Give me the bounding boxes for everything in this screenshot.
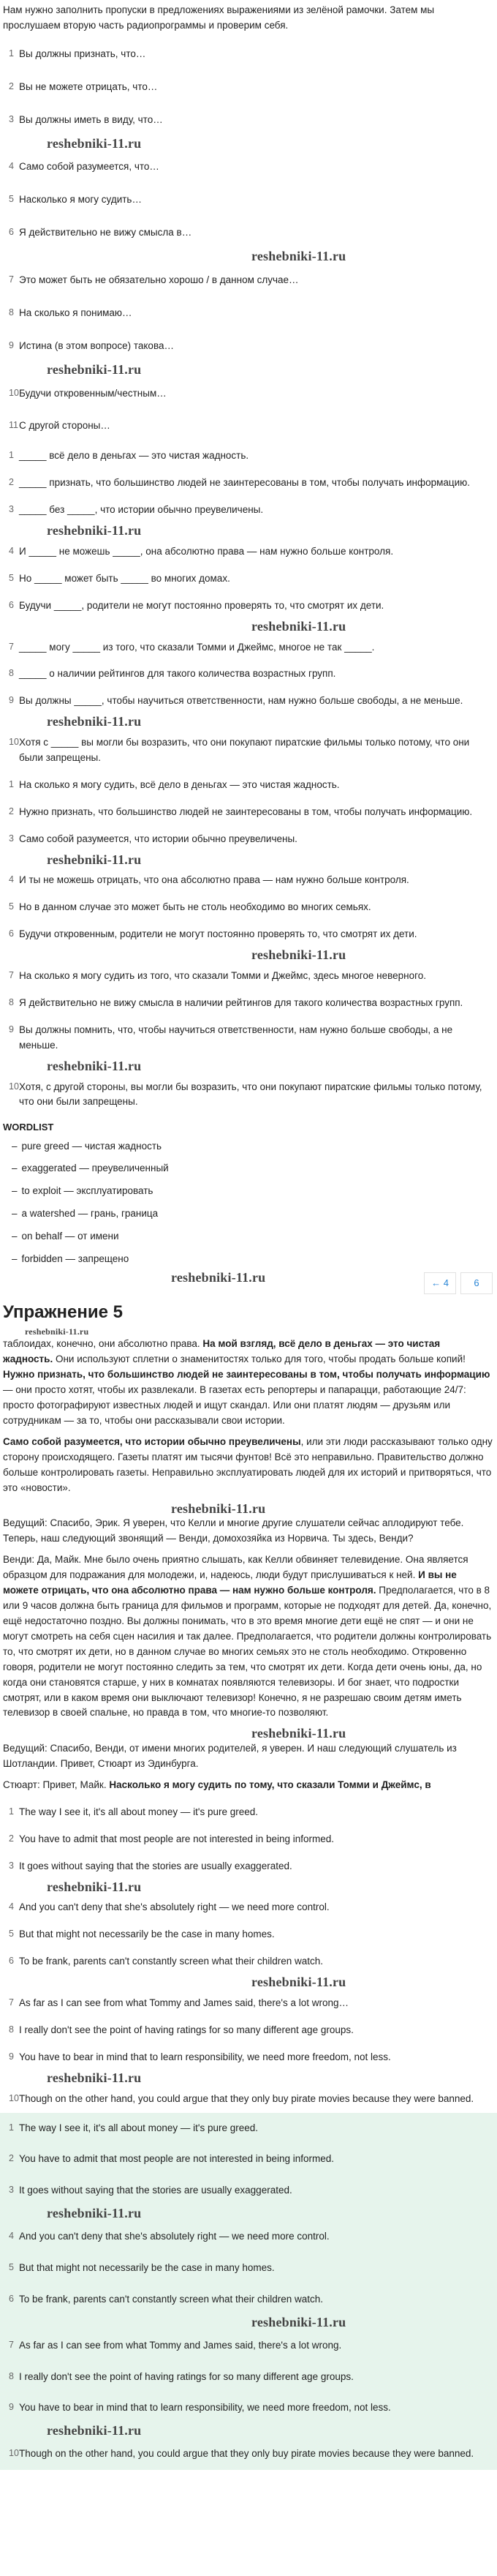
list-item <box>3 1921 493 1948</box>
item-number: 10 <box>9 1081 19 1092</box>
list-item <box>3 990 493 1017</box>
phrases-list <box>3 38 493 443</box>
item-text: И _____ не можешь _____, она абсолютно права — нам нужно больше контроля. <box>19 545 394 557</box>
list-item <box>3 330 493 363</box>
list-item <box>3 264 493 297</box>
item-number: 4 <box>9 545 14 556</box>
item-number: 7 <box>9 2339 14 2350</box>
transcript-paragraph <box>3 1516 493 1547</box>
item-text: As far as I can see from what Tommy and James said, there's a lot wrong… <box>19 1997 349 2009</box>
item-text: But that might not necessarily be the case in many homes. <box>19 1929 275 1940</box>
list-item <box>3 410 493 443</box>
item-number: 1 <box>9 450 14 461</box>
watermark: reshebniki-11.ru <box>47 2206 142 2221</box>
item-text: The way I see it, it's all about money — it's pure greed. <box>19 2122 259 2133</box>
list-item <box>3 688 493 715</box>
answers-list <box>3 772 493 1116</box>
item-text: Хотя, с другой стороны, вы могли бы возразить, что они покупают пиратские фильмы только потому, что они были запрещены. <box>19 1081 482 1108</box>
paragraph-text: Да, Майк. Мне было очень приятно слышать, как Келли обвиняет телевидение. Она является образцом для подражания для молодежи, и, надеюсь, люди будут прислушиваться к ней. <box>3 1554 468 1581</box>
watermark: reshebniki-11.ru <box>47 361 142 377</box>
list-item <box>3 826 493 853</box>
wordlist-item: – to exploit — эксплуатировать <box>12 1180 493 1203</box>
transcript-paragraph <box>3 1337 493 1429</box>
wordlist <box>3 1135 493 1272</box>
speaker-label: Стюарт: <box>3 1779 43 1790</box>
item-text: Насколько я могу судить… <box>19 194 142 206</box>
item-text: Истина (в этом вопросе) такова… <box>19 339 174 351</box>
item-text: С другой стороны… <box>19 420 110 432</box>
item-text: You have to bear in mind that to learn responsibility, we need more freedom, not less. <box>19 2051 391 2062</box>
watermark: reshebniki-11.ru <box>251 249 346 264</box>
item-number: 4 <box>9 874 14 885</box>
list-item <box>3 921 493 948</box>
item-text: Это может быть не обязательно хорошо / в данном случае… <box>19 274 299 285</box>
list-item <box>3 1853 493 1880</box>
item-text: Though on the other hand, you could argue that they only buy pirate movies because they were banned. <box>19 2092 474 2104</box>
item-text: _____ без _____, что истории обычно преувеличены. <box>19 504 264 516</box>
list-item <box>3 1074 493 1116</box>
list-item <box>3 2221 493 2253</box>
list-item <box>3 2284 493 2316</box>
paragraph-text: , или эти люди рассказывают только одну сторону происходящего. Газеты платят им тысячи фунтов! Всё это неправильно. Правительство должно больше контролировать газеты. Неправильно эксплуатировать людей для их историй и притворяться, что это «новости». <box>3 1435 493 1493</box>
transcript-paragraph <box>3 1741 493 1772</box>
item-number: 2 <box>9 80 14 91</box>
watermark: reshebniki-11.ru <box>47 714 142 729</box>
transcript-paragraph <box>3 1435 493 1496</box>
watermark: reshebniki-11.ru <box>47 135 142 151</box>
item-text: As far as I can see from what Tommy and James said, there's a lot wrong. <box>19 2339 342 2351</box>
item-number: 10 <box>9 2448 19 2459</box>
list-item <box>3 2253 493 2284</box>
item-text: Нужно признать, что большинство людей не заинтересованы в том, чтобы получать информацию. <box>19 806 473 817</box>
item-number: 8 <box>9 307 14 318</box>
item-number: 1 <box>9 1806 14 1817</box>
item-number: 6 <box>9 227 14 238</box>
item-number: 3 <box>9 504 14 515</box>
highlighted-phrase: Нужно признать, что большинство людей не заинтересованы в том, чтобы получать информацию <box>3 1369 490 1381</box>
list-item <box>3 470 493 497</box>
item-number: 2 <box>9 1833 14 1844</box>
list-item <box>3 867 493 894</box>
item-number: 9 <box>9 695 14 706</box>
list-item <box>3 104 493 137</box>
item-text: Вы должны помнить, что, чтобы научиться ответственности, нам нужно больше свободы, а не меньше. <box>19 1024 453 1051</box>
watermark: reshebniki-11.ru <box>251 1975 346 1990</box>
list-item <box>3 799 493 826</box>
item-text: _____ всё дело в деньгах — это чистая жадность. <box>19 450 249 462</box>
watermark: reshebniki-11.ru <box>47 523 142 538</box>
item-text: _____ могу _____ из того, что сказали Томми и Джеймс, многое не так _____. <box>19 641 375 653</box>
item-number: 9 <box>9 2402 14 2413</box>
list-item <box>3 894 493 921</box>
next-page-button[interactable]: 6 <box>460 1272 493 1294</box>
watermark: reshebniki-11.ru <box>47 2070 142 2085</box>
transcript-paragraph <box>3 1778 493 1793</box>
item-text: Но _____ может быть _____ во многих домах. <box>19 572 230 584</box>
list-item <box>3 297 493 330</box>
speaker-label: Ведущий: <box>3 1743 50 1754</box>
list-item <box>3 2044 493 2071</box>
list-item <box>3 2392 493 2424</box>
item-number: 5 <box>9 572 14 583</box>
wordlist-item: – pure greed — чистая жадность <box>12 1135 493 1158</box>
list-item <box>3 2017 493 2044</box>
list-item <box>3 634 493 661</box>
item-text: Будучи _____, родители не могут постоянно проверять то, что смотрят их дети. <box>19 599 384 611</box>
item-number: 2 <box>9 806 14 816</box>
item-number: 8 <box>9 996 14 1007</box>
list-item <box>3 772 493 799</box>
list-item <box>3 2362 493 2393</box>
item-text: Вы должны _____, чтобы научиться ответственности, нам нужно больше свободы, а не меньше. <box>19 695 463 707</box>
item-text: But that might not necessarily be the case in many homes. <box>19 2262 275 2273</box>
item-text: И ты не можешь отрицать, что она абсолютно права — нам нужно больше контроля. <box>19 874 409 886</box>
item-number: 2 <box>9 477 14 488</box>
watermark: reshebniki-11.ru <box>251 1726 346 1741</box>
english-list <box>3 1799 493 2113</box>
paragraph-text: Предполагается, что в 8 или 9 часов должна быть граница для фильмов и программ, которые не подходят для детей. Да, конечно, ещё недостаточно поздно. Вы должны понимать, что в это время многие дети ещё не спят — и они не могут смотреть на себя сцен насилия и так далее. Предполагается, что родители должны контролировать то, что смотрят их дети, но в данном случае во многих семьях это не столь необходимо. Откровенно говоря, родители не могут постоянно следить за тем, что смотрят их дети. Когда дети очень юны, да, но когда они становятся старше, у них в комнатах появляются телевизоры. И бог знает, что подростки смотрят, или в каком время они выключают телевизор! Конечно, я не разрешаю своим детям иметь телевизор в своей спальне, но правда в том, что многие-то позволяют. <box>3 1585 492 1719</box>
item-number: 5 <box>9 2262 14 2272</box>
gaps-list <box>3 443 493 772</box>
list-item <box>3 38 493 71</box>
item-text: I really don't see the point of having ratings for so many different age groups. <box>19 2024 354 2035</box>
list-item <box>3 2086 493 2113</box>
list-item <box>3 2144 493 2175</box>
item-number: 6 <box>9 1956 14 1967</box>
item-text: You have to admit that most people are not interested in being informed. <box>19 2153 335 2165</box>
list-item <box>3 566 493 593</box>
list-item <box>3 1017 493 1059</box>
item-text: The way I see it, it's all about money — it's pure greed. <box>19 1806 259 1817</box>
item-text: It goes without saying that the stories are usually exaggerated. <box>19 2185 292 2196</box>
item-text: На сколько я могу судить, всё дело в деньгах — это чистая жадность. <box>19 778 340 790</box>
item-number: 8 <box>9 668 14 679</box>
item-number: 3 <box>9 2185 14 2196</box>
item-text: _____ признать, что большинство людей не заинтересованы в том, чтобы получать информацию. <box>19 477 471 489</box>
item-number: 3 <box>9 1860 14 1871</box>
item-number: 1 <box>9 778 14 789</box>
list-item <box>3 217 493 249</box>
item-text: You have to admit that most people are not interested in being informed. <box>19 1833 335 1844</box>
item-text: На сколько я могу судить из того, что сказали Томми и Джеймс, здесь многое неверного. <box>19 970 427 982</box>
item-number: 8 <box>9 2370 14 2381</box>
item-text: _____ о наличии рейтингов для такого количества возрастных групп. <box>19 668 336 680</box>
item-number: 10 <box>9 2092 19 2103</box>
item-text: Though on the other hand, you could argue that they only buy pirate movies because they were banned. <box>19 2448 474 2460</box>
item-text: It goes without saying that the stories are usually exaggerated. <box>19 1860 292 1871</box>
list-item <box>3 151 493 184</box>
watermark: reshebniki-11.ru <box>25 1326 89 1337</box>
highlighted-phrase: На мой взгляд, всё дело в деньгах — это чистая жадность. <box>3 1338 441 1365</box>
watermark: reshebniki-11.ru <box>251 618 346 634</box>
item-number: 7 <box>9 641 14 652</box>
item-number: 6 <box>9 928 14 939</box>
item-number: 5 <box>9 901 14 912</box>
paragraph-text: — они просто хотят, чтобы их развлекали. В газетах есть репортеры и папарацци, работающие 24/7: просто фотографируют известных людей и ищут скандал. Или они платят людям — друзьям или сотрудникам — за то, чтобы они рассказывали свои истории. <box>3 1384 466 1426</box>
watermark: reshebniki-11.ru <box>251 2314 346 2329</box>
paragraph-text: Они используют сплетни о знаменитостях только для того, чтобы продать больше копий! <box>53 1353 466 1365</box>
item-text: Вы не можете отрицать, что… <box>19 80 158 92</box>
item-number: 3 <box>9 833 14 844</box>
item-text: Вы должны иметь в виду, что… <box>19 113 163 125</box>
item-number: 8 <box>9 2024 14 2035</box>
list-item <box>3 1799 493 1826</box>
watermark: reshebniki-11.ru <box>47 852 142 867</box>
item-number: 10 <box>9 737 19 748</box>
wordlist-item: – forbidden — запрещено <box>12 1248 493 1271</box>
list-item <box>3 184 493 217</box>
item-text: Будучи откровенным, родители не могут постоянно проверять то, что смотрят их дети. <box>19 928 417 940</box>
list-item <box>3 1894 493 1921</box>
item-number: 5 <box>9 1929 14 1939</box>
list-item <box>3 593 493 620</box>
item-text: And you can't deny that she's absolutely right — we need more control. <box>19 1901 330 1913</box>
item-number: 4 <box>9 2231 14 2242</box>
speaker-label: таблоидах, конечно, они абсолютно права. <box>3 1338 203 1350</box>
item-number: 6 <box>9 2293 14 2304</box>
list-item <box>3 443 493 470</box>
item-text: And you can't deny that she's absolutely right — we need more control. <box>19 2231 330 2242</box>
prev-page-button[interactable]: ← 4 <box>424 1272 456 1294</box>
watermark: reshebniki-11.ru <box>47 1879 142 1894</box>
item-number: 11 <box>9 420 18 431</box>
list-item <box>3 71 493 104</box>
item-text: Вы должны признать, что… <box>19 48 146 59</box>
exercise-title: Упражнение 5 <box>3 1302 123 1322</box>
list-item <box>3 497 493 524</box>
item-text: Будучи откровенным/честным… <box>19 387 167 399</box>
item-text: To be frank, parents can't constantly screen what their children watch. <box>19 2293 324 2305</box>
item-text: Но в данном случае это может быть не столь необходимо во многих семьях. <box>19 901 371 913</box>
list-item <box>3 963 493 990</box>
item-number: 9 <box>9 2051 14 2062</box>
item-number: 9 <box>9 1024 14 1034</box>
list-item <box>3 2438 493 2470</box>
item-text: Хотя с _____ вы могли бы возразить, что они покупают пиратские фильмы только потому, что они были запрещены. <box>19 737 470 763</box>
list-item <box>3 538 493 566</box>
watermark: reshebniki-11.ru <box>47 2423 142 2438</box>
english-list-highlighted <box>0 2113 497 2471</box>
watermark: reshebniki-11.ru <box>47 1058 142 1073</box>
wordlist-item: – on behalf — от имени <box>12 1225 493 1248</box>
watermark: reshebniki-11.ru <box>171 1501 266 1516</box>
item-number: 5 <box>9 194 14 205</box>
item-text: Я действительно не вижу смысла в… <box>19 227 192 239</box>
highlighted-phrase: Само собой разумеется, что истории обычно преувеличены <box>3 1435 301 1447</box>
list-item <box>3 2330 493 2362</box>
list-item <box>3 661 493 688</box>
item-number: 9 <box>9 339 14 350</box>
list-item <box>3 729 493 772</box>
list-item <box>3 1990 493 2017</box>
item-text: Я действительно не вижу смысла в наличии рейтингов для такого количества возрастных групп. <box>19 996 463 1008</box>
paragraph-text: Спасибо, Венди, от имени многих родителей, я уверен. И наш следующий слушатель из Шотландии. Привет, Стюарт из Эдинбурга. <box>3 1743 457 1770</box>
transcript <box>3 1337 493 1793</box>
list-item <box>3 378 493 410</box>
item-text: Само собой разумеется, что… <box>19 161 159 173</box>
item-number: 7 <box>9 274 14 285</box>
item-number: 3 <box>9 113 14 124</box>
paragraph-text: Спасибо, Эрик. Я уверен, что Келли и многие другие слушатели сейчас аплодируют тебе. Теперь, наш следующий звонящий — Венди, домохозяйка из Норвича. Ты здесь, Венди? <box>3 1517 464 1544</box>
paragraph-text: Привет, Майк. <box>42 1779 110 1790</box>
highlighted-phrase: Насколько я могу судить по тому, что сказали Томми и Джеймс, в <box>109 1779 431 1790</box>
speaker-label: Ведущий: <box>3 1517 50 1529</box>
watermark: reshebniki-11.ru <box>251 947 346 963</box>
item-text: To be frank, parents can't constantly screen what their children watch. <box>19 1956 324 1967</box>
item-number: 1 <box>9 2122 14 2133</box>
watermark: reshebniki-11.ru <box>171 1270 266 1285</box>
item-text: I really don't see the point of having ratings for so many different age groups. <box>19 2370 354 2382</box>
intro-text: Нам нужно заполнить пропуски в предложениях выражениями из зелёной рамочки. Затем мы прослушаем вторую часть радиопрограммы и проверим себя. <box>3 4 435 31</box>
item-number: 4 <box>9 161 14 172</box>
item-text: На сколько я понимаю… <box>19 307 132 318</box>
item-text: Само собой разумеется, что истории обычно преувеличены. <box>19 833 297 844</box>
wordlist-item: – exaggerated — преувеличенный <box>12 1157 493 1180</box>
item-number: 2 <box>9 2153 14 2164</box>
item-text: You have to bear in mind that to learn responsibility, we need more freedom, not less. <box>19 2402 391 2414</box>
item-number: 7 <box>9 1997 14 2008</box>
speaker-label: Венди: <box>3 1554 37 1566</box>
wordlist-title: WORDLIST <box>3 1122 54 1133</box>
list-item <box>3 2175 493 2207</box>
item-number: 10 <box>9 387 19 398</box>
list-item <box>3 1826 493 1853</box>
item-number: 1 <box>9 48 14 59</box>
transcript-paragraph <box>3 1552 493 1721</box>
item-number: 4 <box>9 1901 14 1912</box>
list-item <box>3 2113 493 2144</box>
list-item <box>3 1948 493 1975</box>
highlighted-phrase: И вы не можете отрицать, что она абсолютно права — нам нужно больше контроля. <box>3 1569 457 1596</box>
item-number: 7 <box>9 970 14 981</box>
item-number: 6 <box>9 599 14 610</box>
wordlist-item: – a watershed — грань, граница <box>12 1203 493 1225</box>
